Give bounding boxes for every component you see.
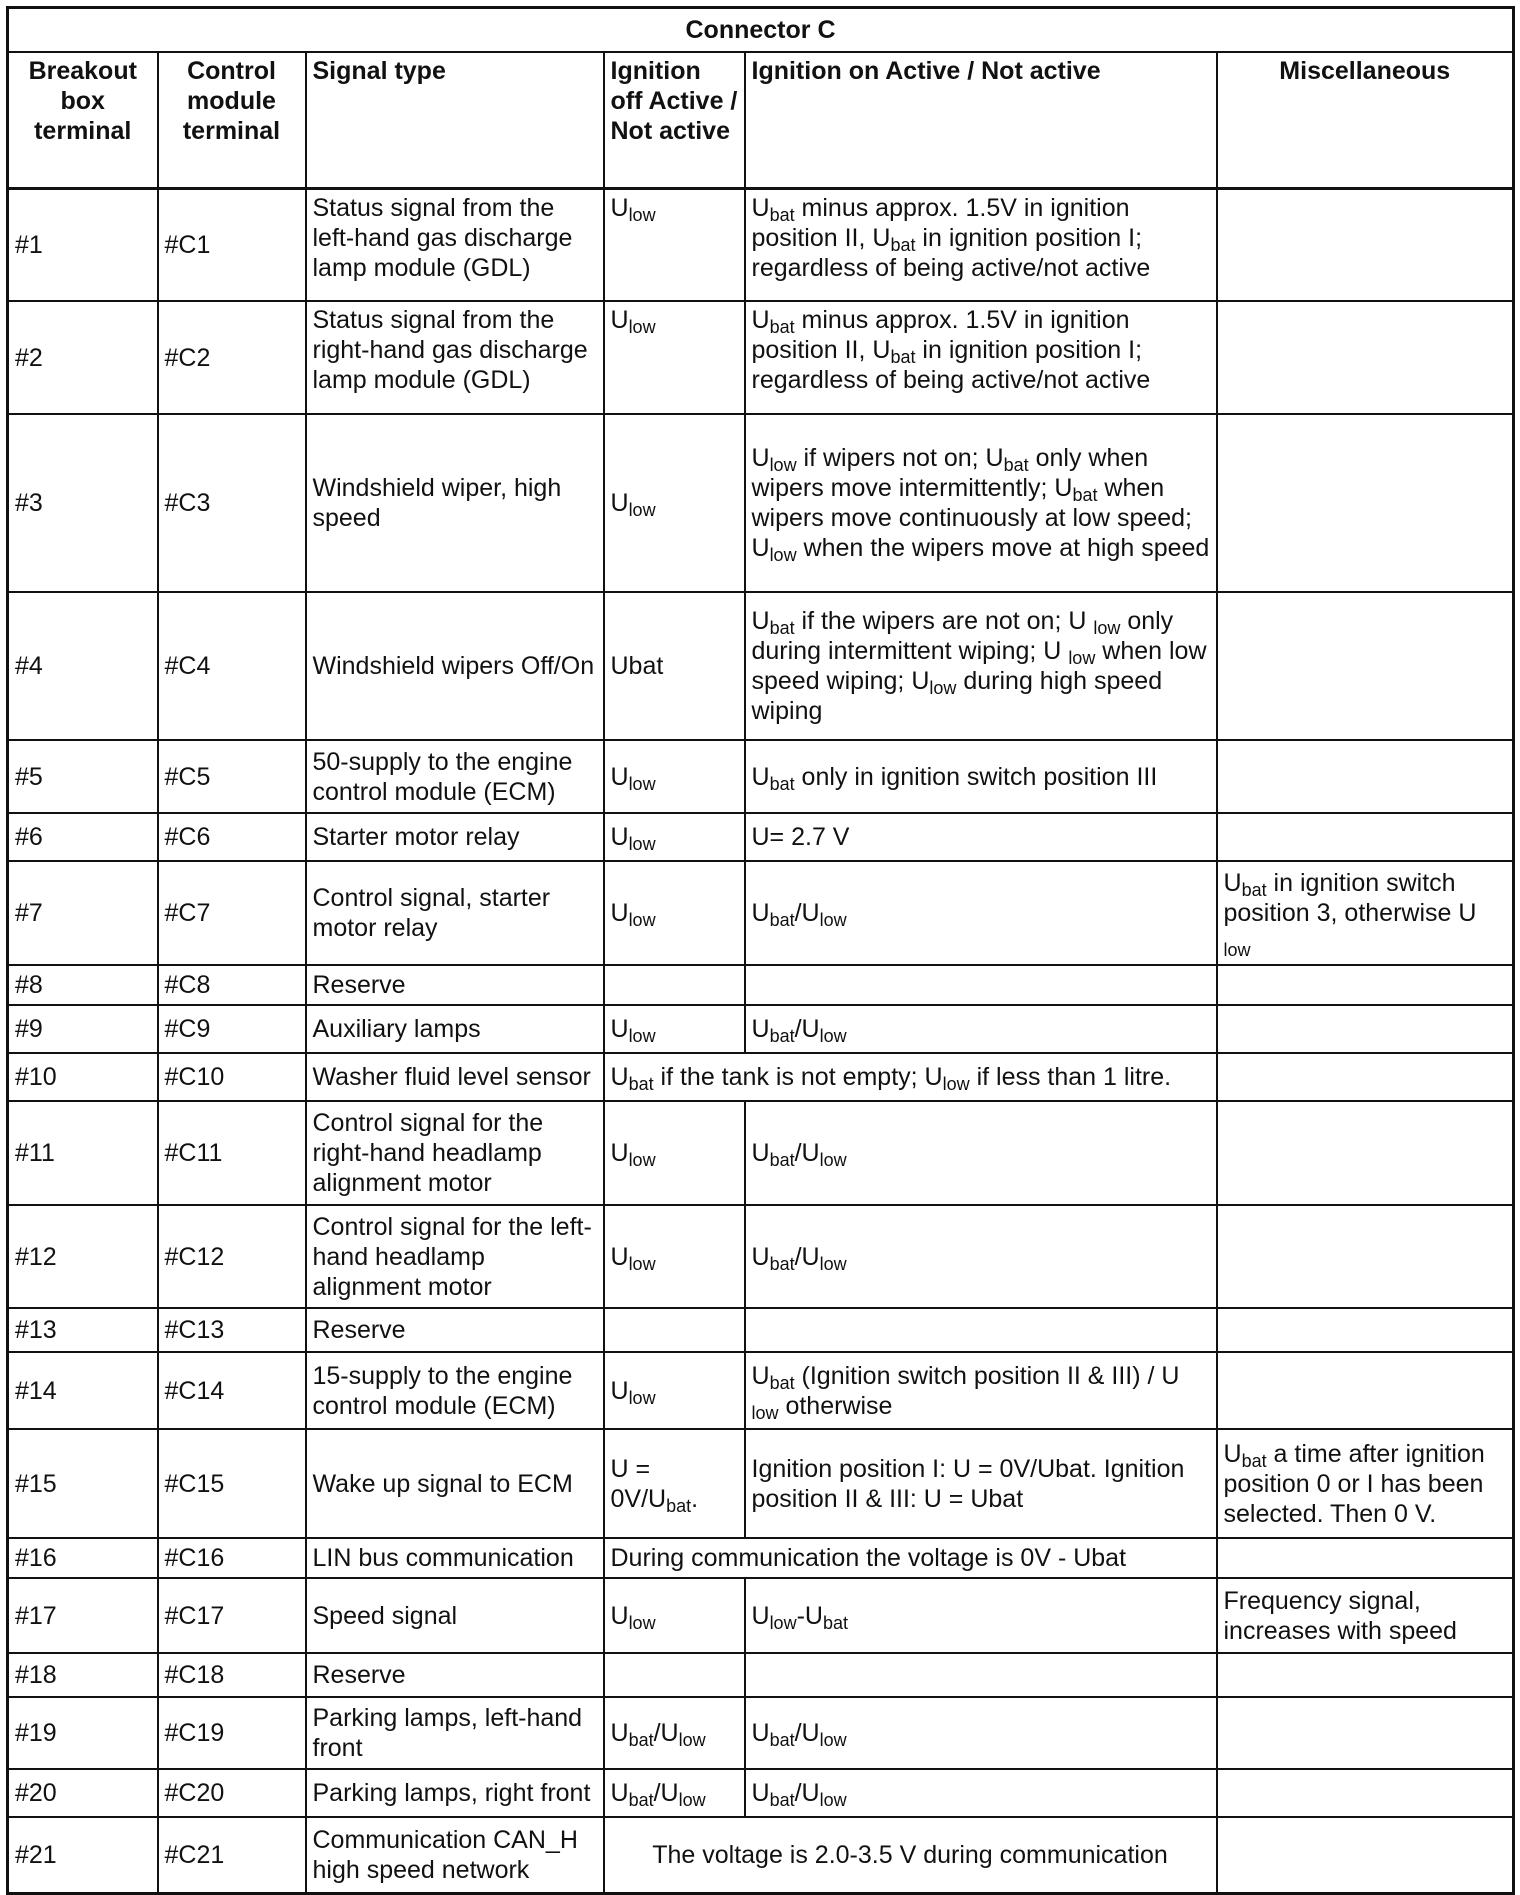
cell-ignition-off: $U_{bat}/U_{low}$ — [604, 1697, 745, 1769]
table-row — [8, 813, 1514, 861]
cell-breakout-terminal: #13 — [8, 1308, 158, 1352]
cell-miscellaneous: $U_{bat}$ in ignition switch position 3, otherwise U $_{low}$ — [1217, 861, 1514, 965]
cell-miscellaneous — [1217, 1205, 1514, 1308]
cell-miscellaneous — [1217, 592, 1514, 740]
table-row — [8, 1538, 1514, 1578]
cell-ignition-on: $U_{low}$ if wipers not on; $U_{bat}$ only when wipers move intermittently; $U_{bat}$ when wipers move continuously at low speed; $U_{low}$ when the wipers move at high speed — [745, 414, 1217, 592]
cell-miscellaneous — [1217, 1538, 1514, 1578]
cell-control-module-terminal: #C17 — [158, 1578, 306, 1653]
table-row — [8, 1101, 1514, 1205]
cell-control-module-terminal: #C9 — [158, 1005, 306, 1053]
header-ignition-off: Ignition off Active / Not active — [604, 52, 745, 188]
cell-breakout-terminal: #15 — [8, 1429, 158, 1538]
cell-ignition-span: The voltage is 2.0-3.5 V during communication — [604, 1817, 1217, 1893]
cell-control-module-terminal: #C20 — [158, 1769, 306, 1817]
table-title: Connector C — [8, 8, 1514, 53]
table-body — [8, 188, 1514, 1893]
cell-breakout-terminal: #19 — [8, 1697, 158, 1769]
cell-ignition-on: $U_{bat}/U_{low}$ — [745, 1101, 1217, 1205]
cell-breakout-terminal: #16 — [8, 1538, 158, 1578]
cell-control-module-terminal: #C18 — [158, 1653, 306, 1697]
cell-miscellaneous: Frequency signal, increases with speed — [1217, 1578, 1514, 1653]
cell-ignition-span: $U_{bat}$ if the tank is not empty; $U_{low}$ if less than 1 litre. — [604, 1053, 1217, 1101]
table-row — [8, 1653, 1514, 1697]
cell-breakout-terminal: #17 — [8, 1578, 158, 1653]
cell-ignition-on: $U_{bat}/U_{low}$ — [745, 1769, 1217, 1817]
cell-ignition-on: U= 2.7 V — [745, 813, 1217, 861]
cell-ignition-off: $U_{low}$ — [604, 1101, 745, 1205]
cell-ignition-on: $U_{bat}/U_{low}$ — [745, 1205, 1217, 1308]
table-row — [8, 188, 1514, 301]
cell-control-module-terminal: #C10 — [158, 1053, 306, 1101]
cell-signal-type: LIN bus communication — [306, 1538, 604, 1578]
cell-miscellaneous — [1217, 1817, 1514, 1893]
cell-signal-type: Control signal for the left-hand headlamp alignment motor — [306, 1205, 604, 1308]
cell-ignition-off: $U_{bat}/U_{low}$ — [604, 1769, 745, 1817]
cell-ignition-off: $U_{low}$ — [604, 1205, 745, 1308]
table-row — [8, 592, 1514, 740]
cell-control-module-terminal: #C16 — [158, 1538, 306, 1578]
table-row — [8, 861, 1514, 965]
cell-signal-type: Reserve — [306, 965, 604, 1005]
cell-ignition-on: $U_{bat}$ if the wipers are not on; U $_{low}$ only during intermittent wiping; U $_{low}$ when low speed wiping; $U_{low}$ during high speed wiping — [745, 592, 1217, 740]
cell-signal-type: Wake up signal to ECM — [306, 1429, 604, 1538]
cell-breakout-terminal: #10 — [8, 1053, 158, 1101]
cell-signal-type: Status signal from the left-hand gas discharge lamp module (GDL) — [306, 188, 604, 301]
table-row — [8, 1578, 1514, 1653]
cell-signal-type: Parking lamps, left-hand front — [306, 1697, 604, 1769]
cell-ignition-off: $U_{low}$ — [604, 188, 745, 301]
cell-breakout-terminal: #20 — [8, 1769, 158, 1817]
cell-miscellaneous — [1217, 1352, 1514, 1429]
cell-ignition-off: $U_{low}$ — [604, 1005, 745, 1053]
cell-control-module-terminal: #C15 — [158, 1429, 306, 1538]
cell-breakout-terminal: #9 — [8, 1005, 158, 1053]
cell-control-module-terminal: #C21 — [158, 1817, 306, 1893]
cell-signal-type: Communication CAN_H high speed network — [306, 1817, 604, 1893]
cell-breakout-terminal: #14 — [8, 1352, 158, 1429]
cell-breakout-terminal: #6 — [8, 813, 158, 861]
cell-control-module-terminal: #C7 — [158, 861, 306, 965]
cell-ignition-off: $U_{low}$ — [604, 414, 745, 592]
cell-ignition-on: Ignition position I: U = 0V/Ubat. Ignition position II & III: U = Ubat — [745, 1429, 1217, 1538]
cell-miscellaneous — [1217, 1697, 1514, 1769]
table-row — [8, 1308, 1514, 1352]
cell-miscellaneous — [1217, 414, 1514, 592]
cell-ignition-on — [745, 1653, 1217, 1697]
cell-ignition-on: $U_{bat}$ minus approx. 1.5V in ignition position II, $U_{bat}$ in ignition position I; regardless of being active/not active — [745, 301, 1217, 414]
header-ignition-on: Ignition on Active / Not active — [745, 52, 1217, 188]
cell-control-module-terminal: #C6 — [158, 813, 306, 861]
header-miscellaneous: Miscellaneous — [1217, 52, 1514, 188]
cell-ignition-off: Ubat — [604, 592, 745, 740]
cell-breakout-terminal: #4 — [8, 592, 158, 740]
cell-miscellaneous — [1217, 1653, 1514, 1697]
cell-breakout-terminal: #5 — [8, 740, 158, 813]
cell-ignition-on: $U_{bat}$ only in ignition switch position III — [745, 740, 1217, 813]
cell-miscellaneous — [1217, 740, 1514, 813]
table-row — [8, 1429, 1514, 1538]
cell-miscellaneous — [1217, 1053, 1514, 1101]
cell-signal-type: 15-supply to the engine control module (ECM) — [306, 1352, 604, 1429]
cell-breakout-terminal: #18 — [8, 1653, 158, 1697]
cell-signal-type: Control signal for the right-hand headlamp alignment motor — [306, 1101, 604, 1205]
cell-miscellaneous — [1217, 1005, 1514, 1053]
cell-ignition-off: $U_{low}$ — [604, 301, 745, 414]
cell-control-module-terminal: #C8 — [158, 965, 306, 1005]
table-row — [8, 965, 1514, 1005]
cell-breakout-terminal: #7 — [8, 861, 158, 965]
cell-miscellaneous — [1217, 965, 1514, 1005]
cell-ignition-on: $U_{bat}/U_{low}$ — [745, 1005, 1217, 1053]
table-row — [8, 1352, 1514, 1429]
cell-signal-type: Washer fluid level sensor — [306, 1053, 604, 1101]
cell-ignition-span: During communication the voltage is 0V - Ubat — [604, 1538, 1217, 1578]
cell-ignition-off: $U = 0V/U_{bat}$. — [604, 1429, 745, 1538]
cell-control-module-terminal: #C13 — [158, 1308, 306, 1352]
cell-miscellaneous: $U_{bat}$ a time after ignition position 0 or I has been selected. Then 0 V. — [1217, 1429, 1514, 1538]
cell-control-module-terminal: #C4 — [158, 592, 306, 740]
cell-ignition-on: $U_{bat}/U_{low}$ — [745, 1697, 1217, 1769]
cell-ignition-off — [604, 1653, 745, 1697]
cell-ignition-off: $U_{low}$ — [604, 1352, 745, 1429]
table-row — [8, 1053, 1514, 1101]
cell-ignition-on — [745, 1308, 1217, 1352]
cell-signal-type: Auxiliary lamps — [306, 1005, 604, 1053]
cell-control-module-terminal: #C2 — [158, 301, 306, 414]
table-row — [8, 1817, 1514, 1893]
connector-c-table — [6, 6, 1515, 1895]
cell-miscellaneous — [1217, 1769, 1514, 1817]
cell-breakout-terminal: #8 — [8, 965, 158, 1005]
cell-control-module-terminal: #C1 — [158, 188, 306, 301]
table-header-row — [8, 52, 1514, 188]
header-control-module-terminal: Control module terminal — [158, 52, 306, 188]
cell-ignition-on — [745, 965, 1217, 1005]
cell-breakout-terminal: #1 — [8, 188, 158, 301]
cell-miscellaneous — [1217, 1308, 1514, 1352]
cell-ignition-off: $U_{low}$ — [604, 740, 745, 813]
cell-ignition-off: $U_{low}$ — [604, 813, 745, 861]
cell-signal-type: Control signal, starter motor relay — [306, 861, 604, 965]
header-signal-type: Signal type — [306, 52, 604, 188]
table-row — [8, 1005, 1514, 1053]
cell-breakout-terminal: #11 — [8, 1101, 158, 1205]
cell-signal-type: Windshield wiper, high speed — [306, 414, 604, 592]
cell-signal-type: Reserve — [306, 1308, 604, 1352]
cell-control-module-terminal: #C12 — [158, 1205, 306, 1308]
table-row — [8, 1769, 1514, 1817]
cell-miscellaneous — [1217, 1101, 1514, 1205]
cell-ignition-on: $U_{bat}$ (Ignition switch position II & III) / U $_{low}$ otherwise — [745, 1352, 1217, 1429]
cell-breakout-terminal: #12 — [8, 1205, 158, 1308]
cell-ignition-off — [604, 1308, 745, 1352]
cell-signal-type: Starter motor relay — [306, 813, 604, 861]
table-row — [8, 301, 1514, 414]
cell-ignition-on: $U_{bat}$ minus approx. 1.5V in ignition position II, $U_{bat}$ in ignition position I; regardless of being active/not active — [745, 188, 1217, 301]
cell-miscellaneous — [1217, 813, 1514, 861]
table-title-row — [8, 8, 1514, 53]
table-row — [8, 1205, 1514, 1308]
cell-ignition-off — [604, 965, 745, 1005]
cell-signal-type: Status signal from the right-hand gas discharge lamp module (GDL) — [306, 301, 604, 414]
cell-miscellaneous — [1217, 301, 1514, 414]
cell-control-module-terminal: #C11 — [158, 1101, 306, 1205]
cell-breakout-terminal: #21 — [8, 1817, 158, 1893]
cell-control-module-terminal: #C3 — [158, 414, 306, 592]
cell-signal-type: Reserve — [306, 1653, 604, 1697]
cell-control-module-terminal: #C14 — [158, 1352, 306, 1429]
cell-signal-type: 50-supply to the engine control module (ECM) — [306, 740, 604, 813]
cell-ignition-on: $U_{bat}/U_{low}$ — [745, 861, 1217, 965]
cell-control-module-terminal: #C5 — [158, 740, 306, 813]
cell-ignition-off: $U_{low}$ — [604, 1578, 745, 1653]
table-row — [8, 740, 1514, 813]
cell-signal-type: Windshield wipers Off/On — [306, 592, 604, 740]
table-row — [8, 1697, 1514, 1769]
cell-ignition-on: $U_{low}-U_{bat}$ — [745, 1578, 1217, 1653]
table-row — [8, 414, 1514, 592]
cell-miscellaneous — [1217, 188, 1514, 301]
cell-signal-type: Parking lamps, right front — [306, 1769, 604, 1817]
cell-breakout-terminal: #3 — [8, 414, 158, 592]
header-breakout-terminal: Breakout box terminal — [8, 52, 158, 188]
cell-breakout-terminal: #2 — [8, 301, 158, 414]
cell-control-module-terminal: #C19 — [158, 1697, 306, 1769]
cell-signal-type: Speed signal — [306, 1578, 604, 1653]
cell-ignition-off: $U_{low}$ — [604, 861, 745, 965]
